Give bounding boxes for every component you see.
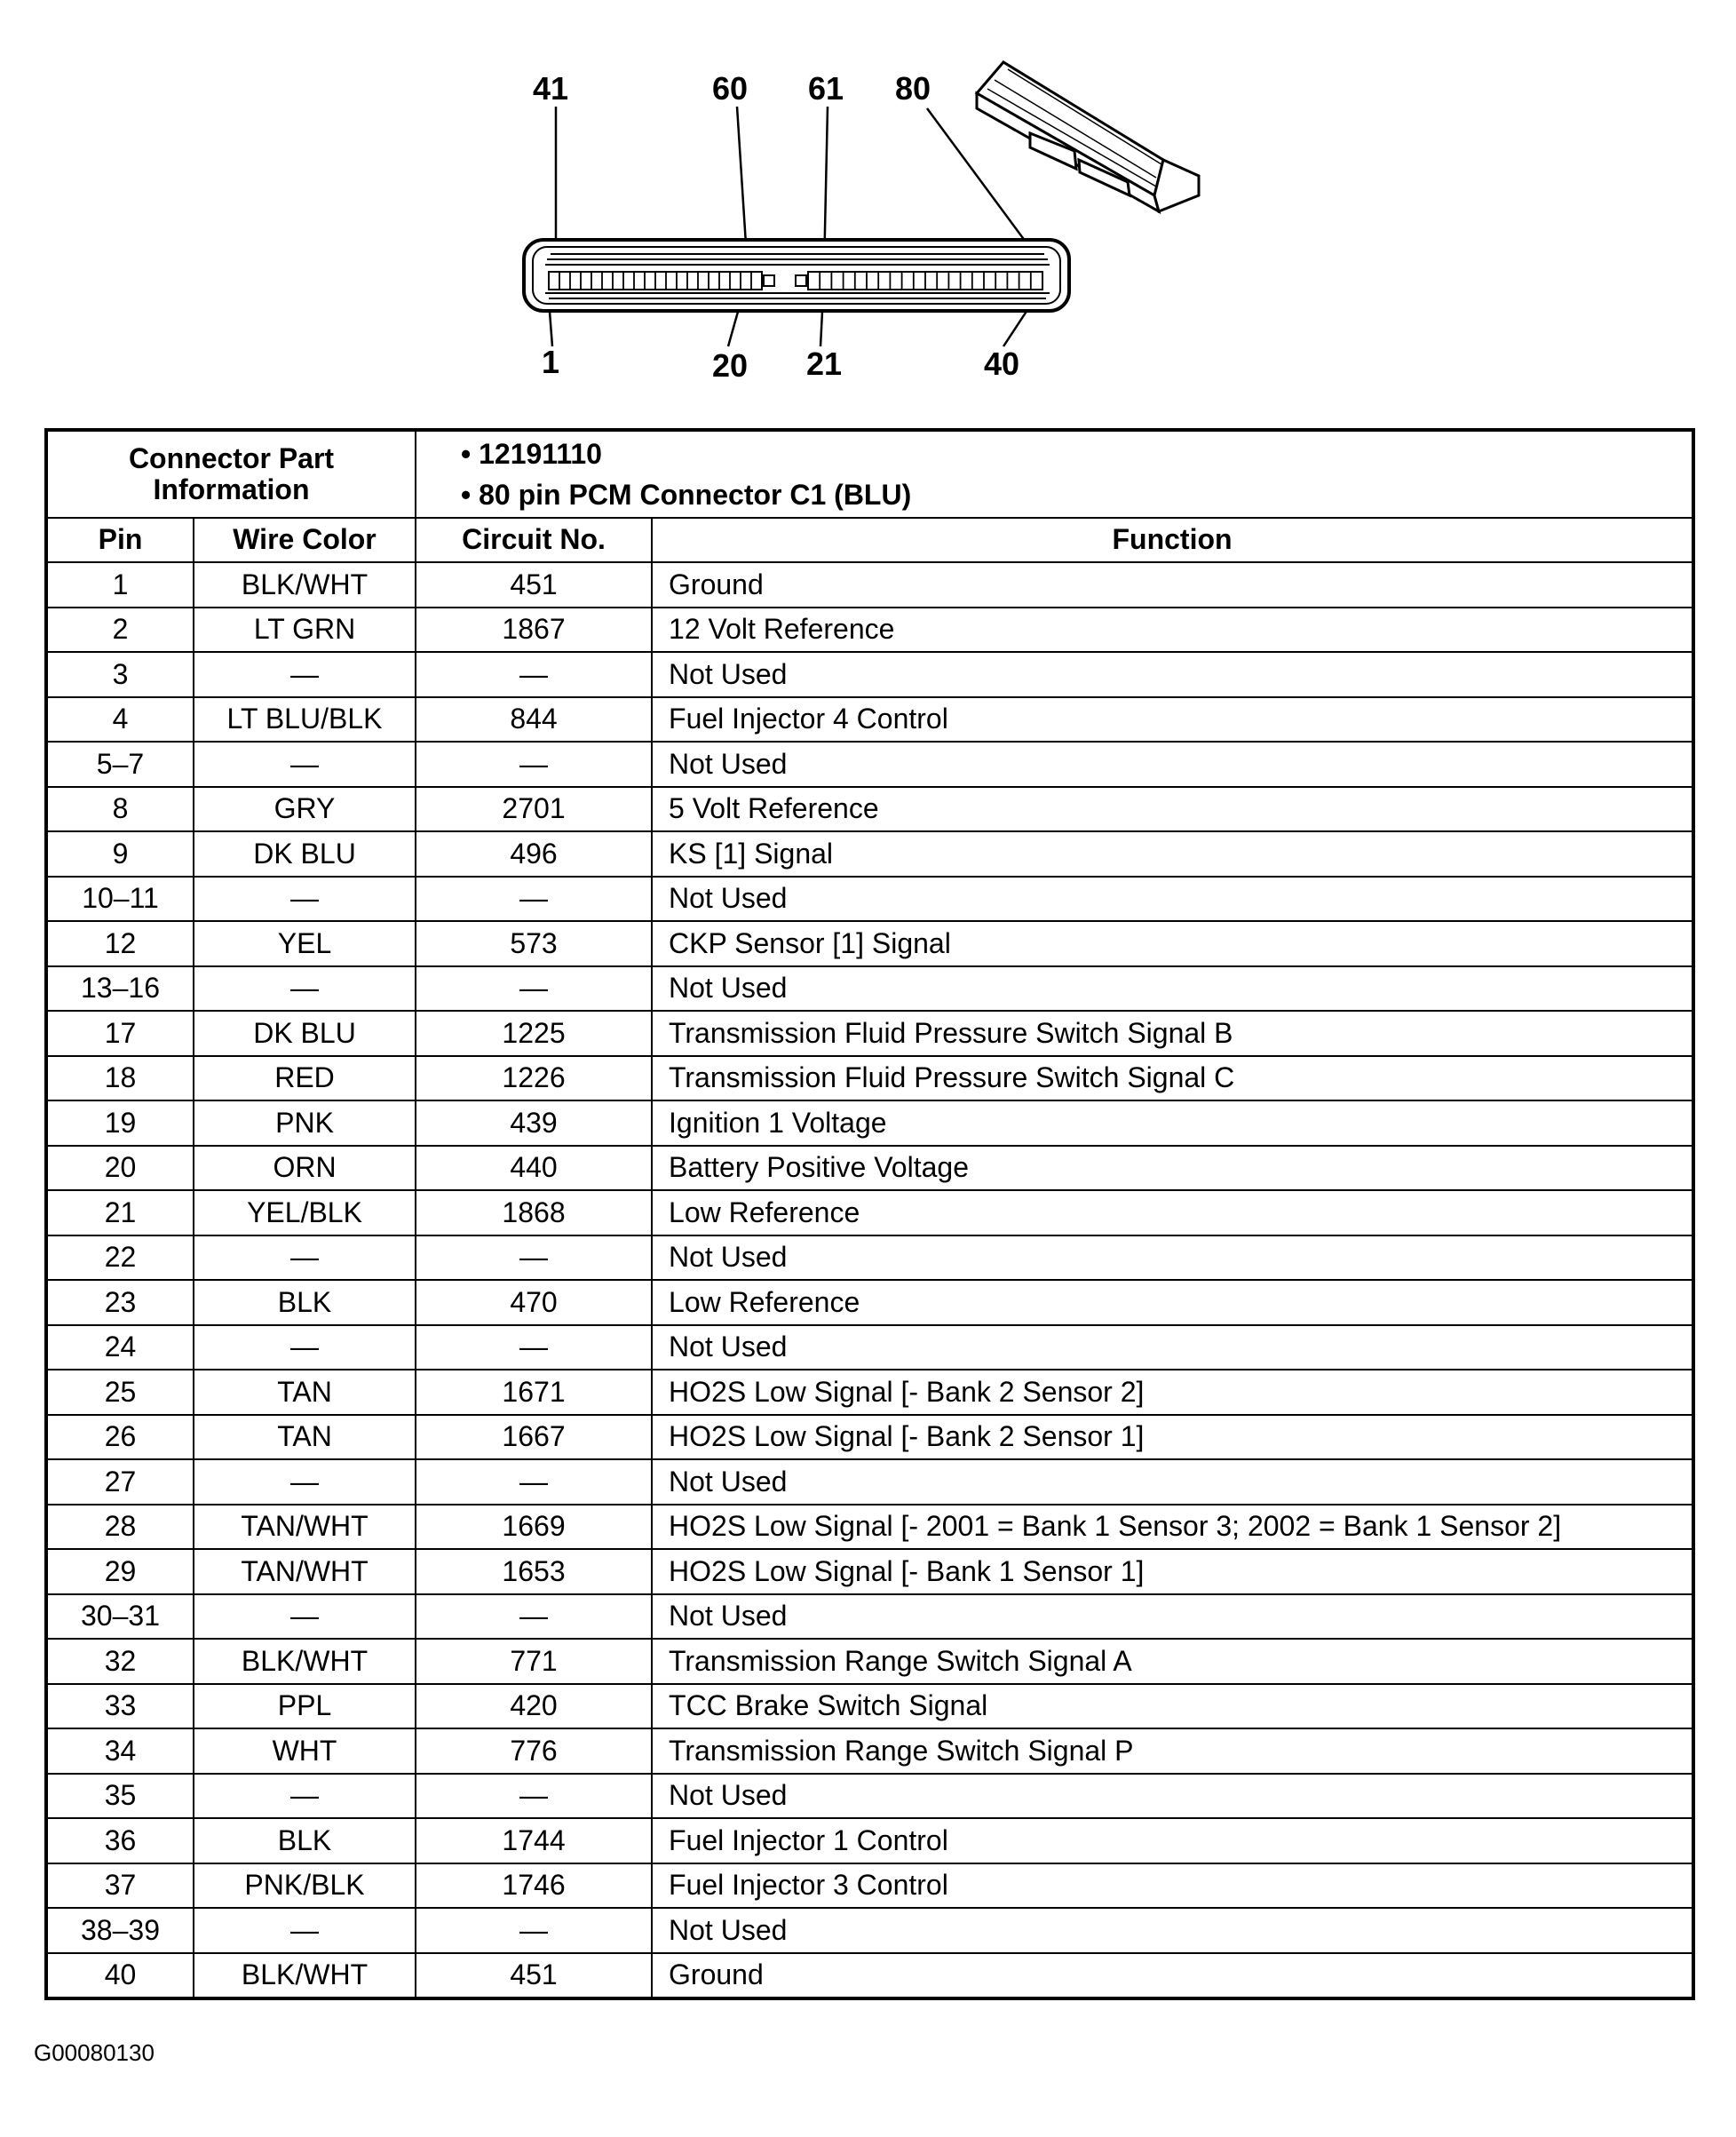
pin-cell: 37 [46, 1863, 194, 1909]
connector-description: • 80 pin PCM Connector C1 (BLU) [461, 479, 912, 511]
table-row [46, 697, 1693, 743]
function-cell: Fuel Injector 1 Control [652, 1818, 1693, 1863]
pin-cell: 27 [46, 1459, 194, 1505]
function-cell: 5 Volt Reference [652, 787, 1693, 832]
wire-color-cell: PPL [194, 1684, 416, 1729]
table-row [46, 1953, 1693, 1999]
table-row [46, 1370, 1693, 1415]
wire-color-cell: — [194, 1774, 416, 1819]
circuit-no-cell: 1225 [416, 1011, 652, 1056]
wire-color-cell: BLK [194, 1280, 416, 1325]
pin-cell: 35 [46, 1774, 194, 1819]
wire-color-cell: RED [194, 1056, 416, 1101]
circuit-no-cell: 573 [416, 921, 652, 966]
wire-color-cell: BLK/WHT [194, 1639, 416, 1684]
circuit-no-cell: 451 [416, 1953, 652, 1999]
table-row [46, 1549, 1693, 1594]
table-row [46, 1280, 1693, 1325]
wire-color-cell: — [194, 1908, 416, 1953]
wire-color-cell: BLK/WHT [194, 562, 416, 608]
function-cell: 12 Volt Reference [652, 608, 1693, 653]
function-cell: Low Reference [652, 1190, 1693, 1235]
wire-color-cell: — [194, 1235, 416, 1281]
pin-cell: 28 [46, 1505, 194, 1550]
pin-cell: 23 [46, 1280, 194, 1325]
wire-color-cell: LT GRN [194, 608, 416, 653]
function-cell: Not Used [652, 1235, 1693, 1281]
pin-cell: 9 [46, 831, 194, 877]
pin-cell: 29 [46, 1549, 194, 1594]
wire-color-cell: — [194, 742, 416, 787]
function-cell: HO2S Low Signal [- Bank 2 Sensor 1] [652, 1415, 1693, 1460]
table-row [46, 1774, 1693, 1819]
function-cell: TCC Brake Switch Signal [652, 1684, 1693, 1729]
wire-color-cell: — [194, 652, 416, 697]
wire-color-cell: — [194, 1459, 416, 1505]
circuit-no-cell: 451 [416, 562, 652, 608]
column-header-circuit-no: Circuit No. [416, 518, 652, 562]
column-header-pin: Pin [46, 518, 194, 562]
circuit-no-cell: — [416, 1459, 652, 1505]
table-row [46, 1594, 1693, 1640]
pin-label-40: 40 [984, 346, 1020, 382]
function-cell: Ground [652, 1953, 1693, 1999]
pin-cell: 2 [46, 608, 194, 653]
pin-cell: 4 [46, 697, 194, 743]
connector-info-label [46, 430, 416, 518]
part-number: • 12191110 [461, 438, 602, 470]
table-row [46, 1728, 1693, 1774]
table-row [46, 562, 1693, 608]
circuit-no-cell: — [416, 1594, 652, 1640]
pin-cell: 40 [46, 1953, 194, 1999]
function-cell: Transmission Range Switch Signal P [652, 1728, 1693, 1774]
pin-cell: 17 [46, 1011, 194, 1056]
pin-cell: 34 [46, 1728, 194, 1774]
wire-color-cell: PNK/BLK [194, 1863, 416, 1909]
table-row [46, 1459, 1693, 1505]
function-cell: Not Used [652, 1459, 1693, 1505]
connector-body [524, 240, 1069, 311]
function-cell: Transmission Fluid Pressure Switch Signal C [652, 1056, 1693, 1101]
table-row [46, 1863, 1693, 1909]
pin-table [44, 428, 1695, 2000]
wire-color-cell: YEL/BLK [194, 1190, 416, 1235]
table-row [46, 966, 1693, 1012]
column-header-function: Function [652, 518, 1693, 562]
function-cell: Not Used [652, 742, 1693, 787]
wire-color-cell: — [194, 1594, 416, 1640]
circuit-no-cell: 496 [416, 831, 652, 877]
pin-cell: 30–31 [46, 1594, 194, 1640]
wire-color-cell: DK BLU [194, 1011, 416, 1056]
table-row [46, 742, 1693, 787]
wire-color-cell: — [194, 966, 416, 1012]
table-row [46, 652, 1693, 697]
pin-cell: 32 [46, 1639, 194, 1684]
pin-cell: 5–7 [46, 742, 194, 787]
wire-color-cell: LT BLU/BLK [194, 697, 416, 743]
pin-cell: 20 [46, 1146, 194, 1191]
table-row [46, 1056, 1693, 1101]
wire-color-cell: WHT [194, 1728, 416, 1774]
table-row [46, 1818, 1693, 1863]
pin-cell: 21 [46, 1190, 194, 1235]
wire-color-cell: TAN [194, 1415, 416, 1460]
table-row [46, 1235, 1693, 1281]
pin-cell: 19 [46, 1100, 194, 1146]
table-row [46, 1415, 1693, 1460]
pin-label-21: 21 [806, 346, 843, 382]
wire-color-cell: BLK [194, 1818, 416, 1863]
wire-color-cell: TAN [194, 1370, 416, 1415]
function-cell: Ground [652, 562, 1693, 608]
pin-label-60: 60 [712, 70, 749, 107]
wire-color-cell: DK BLU [194, 831, 416, 877]
pin-cell: 1 [46, 562, 194, 608]
function-cell: KS [1] Signal [652, 831, 1693, 877]
figure-id: G00080130 [34, 2039, 155, 2066]
wire-color-cell: YEL [194, 921, 416, 966]
circuit-no-cell: 1746 [416, 1863, 652, 1909]
wire-color-cell: — [194, 1325, 416, 1370]
wire-color-cell: BLK/WHT [194, 1953, 416, 1999]
function-cell: Not Used [652, 966, 1693, 1012]
function-cell: Not Used [652, 652, 1693, 697]
connector-info-value [416, 430, 1693, 518]
circuit-no-cell: 776 [416, 1728, 652, 1774]
circuit-no-cell: — [416, 1908, 652, 1953]
circuit-no-cell: 470 [416, 1280, 652, 1325]
wire-color-cell: ORN [194, 1146, 416, 1191]
wire-color-cell: PNK [194, 1100, 416, 1146]
mating-connector [977, 62, 1199, 211]
pin-cell: 12 [46, 921, 194, 966]
pin-label-61: 61 [808, 70, 844, 107]
circuit-no-cell: 420 [416, 1684, 652, 1729]
table-row [46, 1684, 1693, 1729]
circuit-no-cell: 439 [416, 1100, 652, 1146]
pin-cell: 3 [46, 652, 194, 697]
table-row [46, 1100, 1693, 1146]
table-row [46, 831, 1693, 877]
circuit-no-cell: 2701 [416, 787, 652, 832]
function-cell: Not Used [652, 1774, 1693, 1819]
column-header-row [46, 518, 1693, 562]
circuit-no-cell: 1653 [416, 1549, 652, 1594]
function-cell: CKP Sensor [1] Signal [652, 921, 1693, 966]
circuit-no-cell: — [416, 652, 652, 697]
pin-cell: 10–11 [46, 877, 194, 922]
connector-info-label-line2: Information [153, 473, 310, 505]
function-cell: Not Used [652, 877, 1693, 922]
pin-cell: 18 [46, 1056, 194, 1101]
circuit-no-cell: — [416, 877, 652, 922]
circuit-no-cell: 1671 [416, 1370, 652, 1415]
circuit-no-cell: 1667 [416, 1415, 652, 1460]
function-cell: Not Used [652, 1908, 1693, 1953]
function-cell: Fuel Injector 4 Control [652, 697, 1693, 743]
pin-label-20: 20 [712, 347, 749, 384]
wire-color-cell: GRY [194, 787, 416, 832]
circuit-no-cell: — [416, 1325, 652, 1370]
function-cell: Not Used [652, 1594, 1693, 1640]
function-cell: Ignition 1 Voltage [652, 1100, 1693, 1146]
function-cell: Transmission Fluid Pressure Switch Signal B [652, 1011, 1693, 1056]
pin-cell: 25 [46, 1370, 194, 1415]
circuit-no-cell: 1867 [416, 608, 652, 653]
table-row [46, 877, 1693, 922]
pin-cell: 24 [46, 1325, 194, 1370]
pin-cell: 38–39 [46, 1908, 194, 1953]
function-cell: Fuel Injector 3 Control [652, 1863, 1693, 1909]
table-row [46, 921, 1693, 966]
connector-diagram [497, 53, 1225, 400]
circuit-no-cell: — [416, 966, 652, 1012]
function-cell: HO2S Low Signal [- 2001 = Bank 1 Sensor 3; 2002 = Bank 1 Sensor 2] [652, 1505, 1693, 1550]
table-row [46, 1146, 1693, 1191]
pin-cell: 22 [46, 1235, 194, 1281]
table-row [46, 787, 1693, 832]
table-row [46, 608, 1693, 653]
table-row [46, 1505, 1693, 1550]
table-row [46, 1011, 1693, 1056]
function-cell: Battery Positive Voltage [652, 1146, 1693, 1191]
wire-color-cell: TAN/WHT [194, 1505, 416, 1550]
connector-info-row [46, 430, 1693, 518]
table-row [46, 1190, 1693, 1235]
circuit-no-cell: 844 [416, 697, 652, 743]
circuit-no-cell: — [416, 1774, 652, 1819]
function-cell: HO2S Low Signal [- Bank 2 Sensor 2] [652, 1370, 1693, 1415]
circuit-no-cell: 1744 [416, 1818, 652, 1863]
circuit-no-cell: — [416, 1235, 652, 1281]
column-header-wire-color: Wire Color [194, 518, 416, 562]
function-cell: Not Used [652, 1325, 1693, 1370]
circuit-no-cell: — [416, 742, 652, 787]
function-cell: Transmission Range Switch Signal A [652, 1639, 1693, 1684]
pin-cell: 33 [46, 1684, 194, 1729]
pin-cell: 26 [46, 1415, 194, 1460]
circuit-no-cell: 440 [416, 1146, 652, 1191]
table-row [46, 1639, 1693, 1684]
pin-cell: 36 [46, 1818, 194, 1863]
wire-color-cell: TAN/WHT [194, 1549, 416, 1594]
connector-info-label-line1: Connector Part [128, 441, 335, 474]
circuit-no-cell: 771 [416, 1639, 652, 1684]
pin-label-1: 1 [542, 344, 560, 380]
circuit-no-cell: 1226 [416, 1056, 652, 1101]
table-row [46, 1325, 1693, 1370]
table-row [46, 1908, 1693, 1953]
pin-label-41: 41 [533, 70, 569, 107]
pin-label-80: 80 [895, 70, 931, 107]
circuit-no-cell: 1669 [416, 1505, 652, 1550]
function-cell: Low Reference [652, 1280, 1693, 1325]
pin-cell: 13–16 [46, 966, 194, 1012]
pin-cell: 8 [46, 787, 194, 832]
function-cell: HO2S Low Signal [- Bank 1 Sensor 1] [652, 1549, 1693, 1594]
wire-color-cell: — [194, 877, 416, 922]
circuit-no-cell: 1868 [416, 1190, 652, 1235]
